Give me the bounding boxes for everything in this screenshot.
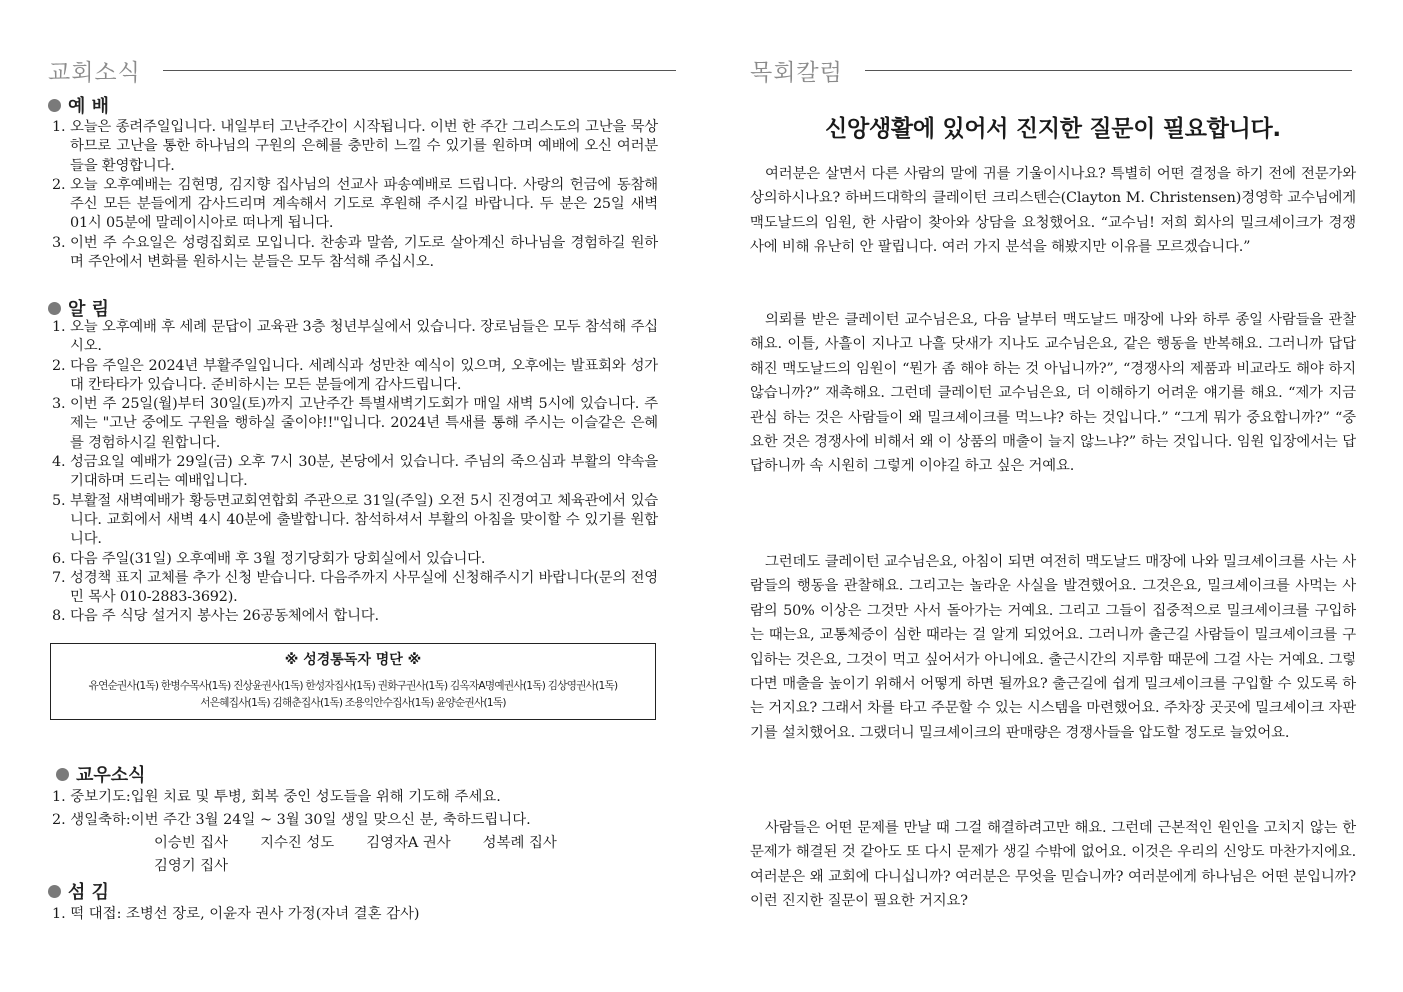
gifts-heading <box>48 878 109 904</box>
list-item: 7. 성경책 표지 교체를 추가 신청 받습니다. 다음주까지 사무실에 신청해주시기 바랍니다(문의 전영민 목사 010-2883-3692). <box>52 569 658 606</box>
column-headline: 신앙생활에 있어서 진지한 질문이 필요합니다. <box>825 116 1281 142</box>
list-item: 1. 오늘 오후예배 후 세례 문답이 교육관 3층 청년부실에서 있습니다. 장로님들은 모두 참석해 주십시오. <box>52 319 658 355</box>
bullet-dot-icon <box>48 99 61 112</box>
birthday-name: 지수진 성도 <box>260 835 335 851</box>
worship-list <box>48 118 658 272</box>
list-item: 1. 오늘은 종려주일입니다. 내일부터 고난주간이 시작됩니다. 이번 한 주간 그리스도의 고난을 묵상하므로 고난을 통한 하나님의 구원의 은혜를 충만히 느낄 수 있기를 원하며 예배에 오신 여러분들을 환영합니다. <box>52 119 658 174</box>
bible-readers-line: 유연순권사(1독) 한병수목사(1독) 진상윤권사(1독) 한성자집사(1독) 권화구권사(1독) 김옥자A명예권사(1독) 김상영권사(1독) <box>88 680 618 692</box>
list-item: 3. 이번 주 수요일은 성령집회로 모입니다. 찬송과 말씀, 기도로 살아계신 하나님을 경험하길 원하며 주안에서 변화를 원하시는 분들은 모두 참석해 주십시오. <box>52 234 658 271</box>
right-page-header <box>750 52 1352 88</box>
birthday-name: 이승빈 집사 <box>154 835 229 851</box>
list-item: 8. 다음 주 식당 설거지 봉사는 26공동체에서 합니다. <box>52 608 379 625</box>
bullet-dot-icon <box>48 885 61 898</box>
gifts-heading-text: 섬 김 <box>68 882 110 903</box>
worship-heading-text: 예 배 <box>68 96 110 117</box>
bible-readers-box <box>50 643 656 720</box>
birthday-name: 성복례 집사 <box>482 835 557 851</box>
column-paragraph: 그런데도 클레이턴 교수님은요, 아침이 되면 여전히 맥도날드 매장에 나와 밀크셰이크를 사는 사람들의 행동을 관찰해요. 그리고는 놀라운 사실을 발견했어요. 그것은요, 밀크셰이크를 사먹는 사람의 50% 이상은 그것만 사서 돌아가는 거예요. 그리고 그들이 집중적으로 밀크셰이크를 구입하는 때는요, 교통체증이 심한 때라는 걸 알게 되었어요. 그러니까 출근길 사람들이 밀크셰이크를 구입하는 것은요, 그것이 먹고 싶어서가 아니에요. 출근시간의 지루함 때문에 그걸 사는 거예요. 그렇다면 매출을 높이기 위해서 어떻게 하면 될까요? 출근길에 쉽게 밀크셰이크를 구입할 수 있도록 하는 거지요? 그래서 차를 타고 주문할 수 있는 시스템을 마련했어요. 주차장 곳곳에 밀크셰이크 자판기를 설치했어요. 그랬더니 밀크셰이크의 판매량은 경쟁사들을 압도할 정도로 늘었어요. <box>750 554 1357 741</box>
bullet-dot-icon <box>48 302 61 315</box>
list-item: 5. 부활절 새벽예배가 황등면교회연합회 주관으로 31일(주일) 오전 5시 진경여고 체육관에서 있습니다. 교회에서 새벽 4시 40분에 출발합니다. 참석하셔서 부활의 아침을 맞이할 수 있기를 원합니다. <box>52 492 658 548</box>
header-rule <box>865 70 1352 71</box>
birthday-names <box>154 832 589 855</box>
header-rule <box>163 70 676 71</box>
notice-list <box>48 318 658 627</box>
members-heading-text: 교우소식 <box>76 765 146 786</box>
notice-heading-text: 알 림 <box>68 299 110 320</box>
members-heading <box>56 761 146 787</box>
birthday-notice <box>52 809 531 832</box>
prayer-request <box>52 786 501 809</box>
list-item: 2. 다음 주일은 2024년 부활주일입니다. 세례식과 성만찬 예식이 있으며, 오후에는 발표회와 성가대 칸타타가 있습니다. 준비하시는 모든 분들에게 감사드립니다. <box>52 357 658 393</box>
list-item: 6. 다음 주일(31일) 오후예배 후 3월 정기당회가 당회실에서 있습니다. <box>52 550 486 567</box>
list-item: 2. 오늘 오후예배는 김현명, 김지향 집사님의 선교사 파송예배로 드립니다. 사랑의 헌금에 동참해 주신 모든 분들에게 감사드리며 계속해서 기도로 후원해 주시길 바랍니다. 두 분은 25일 새벽 01시 05분에 말레이시아로 떠나게 됩니다. <box>52 176 658 232</box>
birthday-label: 2. 생일축하: <box>52 812 131 828</box>
church-news-title: 교회소식 <box>48 59 141 86</box>
birthday-name: 김영자A 권사 <box>366 835 451 851</box>
prayer-label: 1. 중보기도: <box>52 789 131 805</box>
birthday-names <box>154 855 260 878</box>
prayer-text: 입원 치료 및 투병, 회복 중인 성도들을 위해 기도해 주세요. <box>130 789 501 805</box>
bullet-dot-icon <box>56 768 69 781</box>
birthday-text: 이번 주간 3월 24일 ~ 3월 30일 생일 맞으신 분, 축하드립니다. <box>130 812 531 828</box>
left-page-header <box>48 52 676 88</box>
pastor-column-title: 목회칼럼 <box>750 59 843 86</box>
worship-heading <box>48 92 109 118</box>
gift-item: 1. 떡 대접: 조병선 장로, 이윤자 권사 가정(자녀 결혼 감사) <box>52 906 420 922</box>
list-item: 4. 성금요일 예배가 29일(금) 오후 7시 30분, 본당에서 있습니다. 주님의 죽으심과 부활의 약속을 기대하며 드리는 예배입니다. <box>52 454 658 490</box>
bible-readers-title: ※ 성경통독자 명단 ※ <box>284 652 422 668</box>
column-paragraph: 사람들은 어떤 문제를 만날 때 그걸 해결하려고만 해요. 그런데 근본적인 원인을 고치지 않는 한 문제가 해결된 것 같아도 또 다시 문제가 생길 수밖에 없어요. 이것은 우리의 신앙도 마찬가지에요. 여러분은 왜 교회에 다니십니까? 여러분은 무엇을 믿습니까? 여러분에게 하나님은 어떤 분입니까? 이런 진지한 질문이 필요한 거지요? <box>750 820 1356 910</box>
column-paragraph: 여러분은 살면서 다른 사람의 말에 귀를 기울이시나요? 특별히 어떤 결정을 하기 전에 전문가와 상의하시나요? 하버드대학의 클레이턴 크리스텐슨(Clayton M. Christensen)경영학 교수님에게 맥도날드의 임원, 한 사람이 찾아와 상담을 요청했어요. “교수님! 저희 회사의 밀크셰이크가 경쟁사에 비해 유난히 안 팔립니다. 여러 가지 분석을 해봤지만 이유를 모르겠습니다.” <box>750 166 1356 256</box>
bible-readers-line: 서은혜집사(1독) 김해춘집사(1독) 조용익안수집사(1독) 윤양순권사(1독) <box>200 697 506 709</box>
column-paragraph: 의뢰를 받은 클레이턴 교수님은요, 다음 날부터 맥도날드 매장에 나와 하루 종일 사람들을 관찰해요. 이틀, 사흘이 지나고 나흘 닷새가 지나도 교수님은요, 같은 행동을 반복해요. 그러니까 답답해진 맥도날드의 임원이 “뭔가 좀 해야 하는 것 아닙니까?”, “경쟁사의 제품과 비교라도 해야 하지 않습니까?” 재촉해요. 그런데 클레이턴 교수님은요, 더 이해하기 어려운 얘기를 해요. “제가 지금 관심 하는 것은 사람들이 왜 밀크셰이크를 먹느냐? 하는 것입니다.” “그게 뭐가 중요합니까?” “중요한 것은 경쟁사에 비해서 왜 이 상품의 매출이 늘지 않느냐?” 하는 것입니다. 임원 입장에서는 답답하니까 속 시원히 그렇게 이야길 하고 싶은 거예요. <box>750 312 1356 475</box>
birthday-name: 김영기 집사 <box>154 858 229 874</box>
list-item: 3. 이번 주 25일(월)부터 30일(토)까지 고난주간 특별새벽기도회가 매일 새벽 5시에 있습니다. 주제는 "고난 중에도 구원을 행하실 줄이야!!"입니다. 2024년 특새를 통해 주시는 이슬같은 은혜를 경험하시길 원합니다. <box>52 396 658 451</box>
